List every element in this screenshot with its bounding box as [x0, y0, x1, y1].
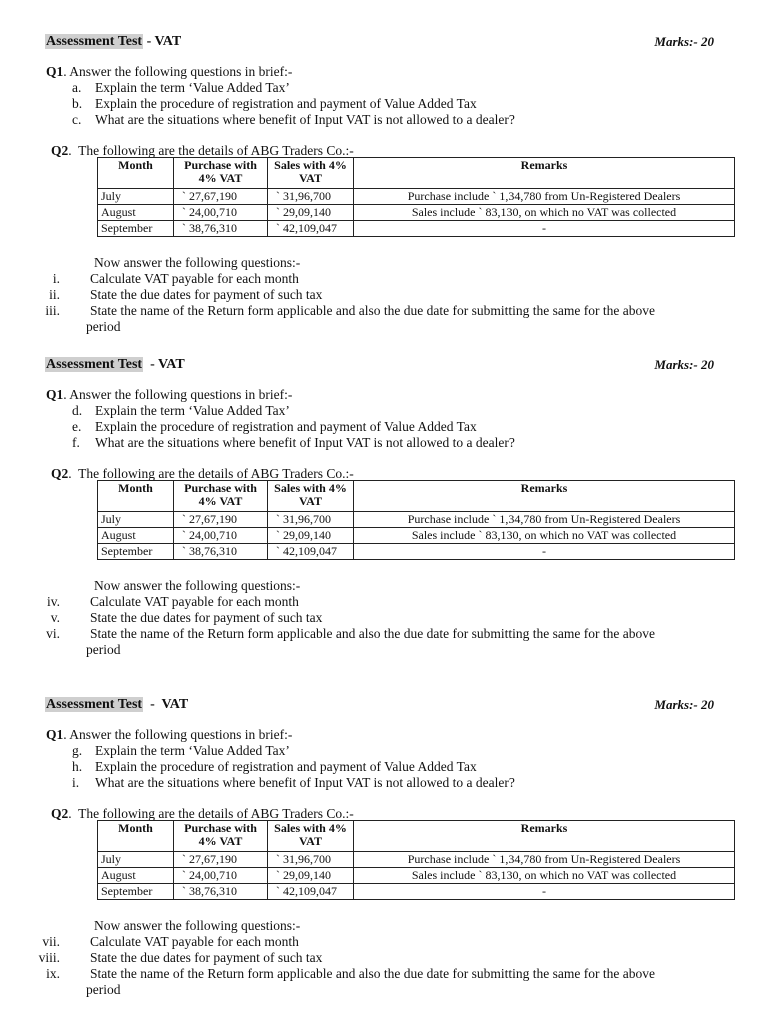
q1-item-text: Explain the term ‘Value Added Tax’	[95, 80, 290, 95]
table-cell: ` 27,67,190	[174, 512, 268, 528]
table-header-row	[98, 158, 735, 189]
q1-item-marker: f.	[72, 435, 80, 450]
assessment-title	[45, 356, 185, 373]
sub-question-text: Calculate VAT payable for each month	[90, 271, 299, 286]
sub-question-text: State the name of the Return form applicable and also the due date for submitting the same for the above	[90, 626, 655, 641]
assessment-title	[45, 33, 181, 50]
assessment-title	[45, 696, 188, 713]
table-cell: August	[98, 205, 174, 221]
table-header: Purchase with 4% VAT	[174, 821, 268, 852]
q2-text: . The following are the details of ABG Traders Co.:-	[68, 806, 354, 821]
instruction-text: Now answer the following questions:-	[94, 255, 301, 270]
table-header: Remarks	[354, 821, 735, 852]
sub-question-marker: i.	[52, 271, 60, 286]
table-cell: September	[98, 221, 174, 237]
sub-question	[42, 934, 299, 950]
table-header: Purchase with 4% VAT	[174, 158, 268, 189]
sub-question-text: State the due dates for payment of such tax	[90, 950, 323, 965]
sub-question-text: Calculate VAT payable for each month	[90, 934, 299, 949]
q1-item	[72, 80, 290, 96]
q1-item-text: Explain the procedure of registration and payment of Value Added Tax	[95, 759, 477, 774]
table-cell: ` 27,67,190	[174, 189, 268, 205]
sub-question-marker: viii.	[38, 950, 60, 965]
q2-label: Q2	[51, 143, 69, 158]
table-cell: ` 29,09,140	[268, 528, 354, 544]
table-row	[98, 884, 735, 900]
marks-label: Marks:- 20	[654, 697, 714, 712]
table-cell: Sales include ` 83,130, on which no VAT was collected	[354, 205, 735, 221]
table-cell: ` 24,00,710	[174, 868, 268, 884]
marks-label: Marks:- 20	[654, 357, 714, 372]
table-cell: August	[98, 868, 174, 884]
table-cell: ` 38,76,310	[174, 221, 268, 237]
sub-question	[45, 303, 655, 319]
traders-table	[97, 820, 735, 900]
table-cell: Sales include ` 83,130, on which no VAT was collected	[354, 528, 735, 544]
q1-label: Q1	[46, 727, 64, 742]
table-header: Purchase with 4% VAT	[174, 481, 268, 512]
table-header: Sales with 4% VAT	[268, 481, 354, 512]
table-cell: ` 31,96,700	[268, 189, 354, 205]
q2-label: Q2	[51, 466, 69, 481]
table-header: Month	[98, 481, 174, 512]
sub-question-marker: v.	[50, 610, 60, 625]
table-cell: -	[354, 884, 735, 900]
q1-item	[72, 743, 290, 759]
traders-table	[97, 480, 735, 560]
table-cell: -	[354, 221, 735, 237]
q2-label: Q2	[51, 806, 69, 821]
table-cell: ` 31,96,700	[268, 852, 354, 868]
question-1	[46, 387, 292, 403]
q1-item-marker: b.	[72, 96, 83, 111]
q1-item-marker: e.	[72, 419, 82, 434]
q1-label: Q1	[46, 387, 64, 402]
table-row	[98, 189, 735, 205]
table-row	[98, 512, 735, 528]
sub-question	[46, 626, 655, 642]
sub-question-text: Calculate VAT payable for each month	[90, 594, 299, 609]
table-cell: ` 42,109,047	[268, 884, 354, 900]
q1-text: . Answer the following questions in brief:-	[63, 727, 293, 742]
q1-item	[72, 775, 515, 791]
table-cell: September	[98, 884, 174, 900]
q2-text: . The following are the details of ABG Traders Co.:-	[68, 466, 354, 481]
q1-item-text: What are the situations where benefit of Input VAT is not allowed to a dealer?	[95, 775, 515, 790]
assessment-block	[0, 696, 768, 1026]
table-header-row	[98, 481, 735, 512]
table-cell: July	[98, 189, 174, 205]
q1-item	[72, 112, 515, 128]
instruction-text: Now answer the following questions:-	[94, 578, 301, 593]
table-row	[98, 205, 735, 221]
q1-item-text: Explain the term ‘Value Added Tax’	[95, 743, 290, 758]
table-cell: Sales include ` 83,130, on which no VAT was collected	[354, 868, 735, 884]
table-cell: Purchase include ` 1,34,780 from Un-Registered Dealers	[354, 852, 735, 868]
q1-item-text: Explain the procedure of registration and payment of Value Added Tax	[95, 419, 477, 434]
sub-question-marker: iii.	[45, 303, 60, 318]
q1-item-marker: a.	[72, 80, 82, 95]
sub-question-text: State the name of the Return form applicable and also the due date for submitting the same for the above	[90, 303, 655, 318]
q1-item-text: Explain the term ‘Value Added Tax’	[95, 403, 290, 418]
table-cell: ` 29,09,140	[268, 868, 354, 884]
sub-question-marker: vii.	[42, 934, 60, 949]
table-cell: August	[98, 528, 174, 544]
table-row	[98, 544, 735, 560]
table-header: Sales with 4% VAT	[268, 158, 354, 189]
table-cell: July	[98, 852, 174, 868]
sub-question	[50, 610, 323, 626]
assessment-block	[0, 33, 768, 363]
assessment-block	[0, 356, 768, 686]
table-header: Remarks	[354, 158, 735, 189]
sub-question-marker: vi.	[46, 626, 60, 641]
table-cell: ` 38,76,310	[174, 544, 268, 560]
table-cell: ` 42,109,047	[268, 544, 354, 560]
table-header: Remarks	[354, 481, 735, 512]
title-highlight: Assessment Test	[46, 697, 143, 712]
table-cell: ` 24,00,710	[174, 205, 268, 221]
title-highlight: Assessment Test	[46, 357, 143, 372]
table-header: Sales with 4% VAT	[268, 821, 354, 852]
sub-question-text: State the due dates for payment of such tax	[90, 287, 323, 302]
q2-text: . The following are the details of ABG Traders Co.:-	[68, 143, 354, 158]
table-row	[98, 868, 735, 884]
q1-item	[72, 759, 477, 775]
table-cell: Purchase include ` 1,34,780 from Un-Registered Dealers	[354, 512, 735, 528]
q1-item-text: What are the situations where benefit of Input VAT is not allowed to a dealer?	[95, 435, 515, 450]
q1-item	[72, 419, 477, 435]
title-rest: - VAT	[143, 34, 182, 49]
sub-question-marker: ix.	[46, 966, 60, 981]
table-cell: ` 38,76,310	[174, 884, 268, 900]
q1-item	[72, 96, 477, 112]
q1-item	[72, 403, 290, 419]
q1-item	[72, 435, 515, 451]
sub-question-marker: ii.	[49, 287, 60, 302]
question-1	[46, 727, 292, 743]
sub-question-continuation: period	[86, 642, 121, 657]
table-header: Month	[98, 158, 174, 189]
table-row	[98, 528, 735, 544]
sub-question	[52, 271, 299, 287]
sub-question-marker: iv.	[47, 594, 60, 609]
table-cell: ` 24,00,710	[174, 528, 268, 544]
q1-item-marker: i.	[72, 775, 80, 790]
table-header-row	[98, 821, 735, 852]
q1-item-marker: g.	[72, 743, 83, 758]
sub-question-continuation: period	[86, 982, 121, 997]
table-cell: Purchase include ` 1,34,780 from Un-Registered Dealers	[354, 189, 735, 205]
table-header: Month	[98, 821, 174, 852]
sub-question-continuation: period	[86, 319, 121, 334]
table-cell: ` 29,09,140	[268, 205, 354, 221]
q1-item-text: What are the situations where benefit of Input VAT is not allowed to a dealer?	[95, 112, 515, 127]
question-1	[46, 64, 292, 80]
table-cell: July	[98, 512, 174, 528]
table-cell: ` 27,67,190	[174, 852, 268, 868]
sub-question	[49, 287, 323, 303]
table-cell: September	[98, 544, 174, 560]
title-rest: - VAT	[143, 697, 189, 712]
table-cell: ` 42,109,047	[268, 221, 354, 237]
title-highlight: Assessment Test	[46, 34, 143, 49]
q1-label: Q1	[46, 64, 64, 79]
table-cell: -	[354, 544, 735, 560]
sub-question	[46, 966, 655, 982]
marks-label: Marks:- 20	[654, 34, 714, 49]
sub-question-text: State the name of the Return form applicable and also the due date for submitting the same for the above	[90, 966, 655, 981]
sub-question	[38, 950, 323, 966]
traders-table	[97, 157, 735, 237]
sub-question	[47, 594, 299, 610]
q1-item-marker: h.	[72, 759, 83, 774]
instruction-text: Now answer the following questions:-	[94, 918, 301, 933]
q1-text: . Answer the following questions in brief:-	[63, 387, 293, 402]
q1-item-text: Explain the procedure of registration and payment of Value Added Tax	[95, 96, 477, 111]
table-cell: ` 31,96,700	[268, 512, 354, 528]
title-rest: - VAT	[143, 357, 185, 372]
q1-item-marker: d.	[72, 403, 83, 418]
table-row	[98, 221, 735, 237]
table-row	[98, 852, 735, 868]
q1-text: . Answer the following questions in brief:-	[63, 64, 293, 79]
q1-item-marker: c.	[72, 112, 82, 127]
sub-question-text: State the due dates for payment of such tax	[90, 610, 323, 625]
